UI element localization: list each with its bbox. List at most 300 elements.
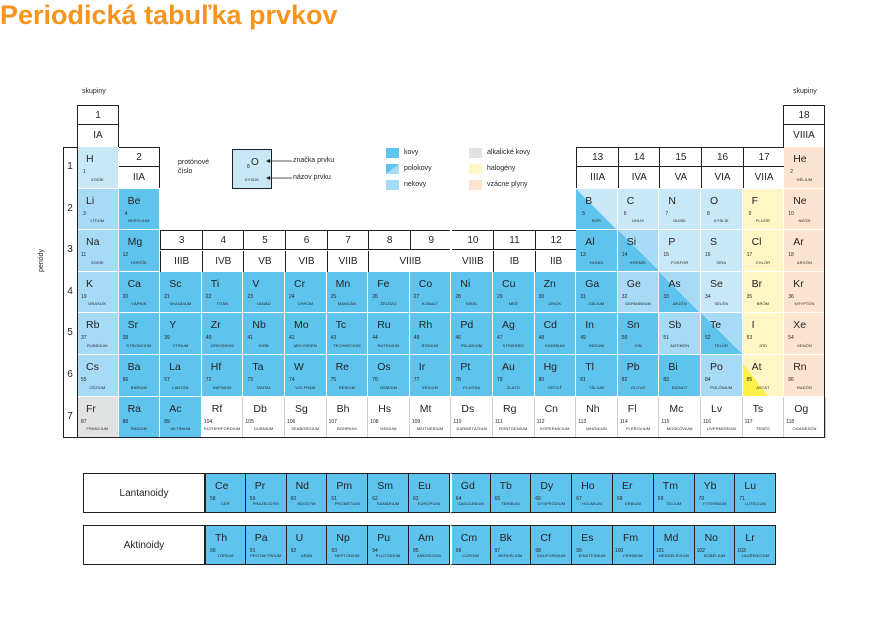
element-cr xyxy=(285,272,327,314)
element-name: URÁN xyxy=(300,553,313,558)
element-symbol: Xe xyxy=(793,319,807,332)
lanthanoid-gd xyxy=(450,473,491,513)
element-he xyxy=(784,147,826,189)
element-o xyxy=(701,189,743,231)
element-name: TENÉS xyxy=(755,426,770,432)
element-og xyxy=(784,397,826,439)
element-name: NEODÝM xyxy=(297,501,316,506)
element-number: 4 xyxy=(124,210,128,217)
element-number: 115 xyxy=(661,418,670,425)
element-symbol: Pu xyxy=(377,532,391,544)
element-ds xyxy=(451,397,493,439)
element-symbol: B xyxy=(585,194,593,207)
element-symbol: Ts xyxy=(752,402,764,415)
element-name: LIVERMÓRIUM xyxy=(706,426,736,432)
lanthanoid-yb xyxy=(695,473,736,513)
element-number: 100 xyxy=(615,548,624,554)
actinoid-bk xyxy=(491,525,532,565)
element-number: 114 xyxy=(619,418,628,425)
actinoid-u xyxy=(287,525,328,565)
element-name: EINSTEINIUM xyxy=(578,553,606,558)
element-symbol: Fm xyxy=(623,532,639,544)
element-name: ŽELEZO xyxy=(380,301,397,307)
element-number: 3 xyxy=(83,210,86,217)
element-hs xyxy=(368,397,410,439)
element-symbol: Mc xyxy=(669,402,684,415)
element-te xyxy=(701,313,743,355)
element-number: 56 xyxy=(122,377,129,383)
element-name: RUBÍDIUM xyxy=(87,342,108,348)
element-ag xyxy=(493,313,535,355)
element-number: 69 xyxy=(657,496,664,502)
legend-label-metal: kovy xyxy=(404,149,419,156)
group-1-number: 1 xyxy=(77,105,119,125)
element-number: 74 xyxy=(289,377,295,383)
element-symbol: Pt xyxy=(460,361,471,373)
element-rg xyxy=(493,397,535,439)
element-number: 36 xyxy=(788,293,794,300)
element-co xyxy=(410,272,452,314)
element-symbol: Dy xyxy=(540,480,554,492)
element-number: 25 xyxy=(330,293,337,300)
group-5-number: 5 xyxy=(243,230,285,250)
element-symbol: Er xyxy=(622,480,633,492)
element-be xyxy=(119,189,161,231)
actinoid-cf xyxy=(531,525,572,565)
element-name: HAFNIUM xyxy=(212,384,232,390)
element-number: 8 xyxy=(707,210,710,217)
element-number: 66 xyxy=(535,496,541,502)
element-name: SAMÁRIUM xyxy=(376,501,400,506)
element-name: MENDELÉVIUM xyxy=(658,553,689,558)
diagonal-split xyxy=(576,189,618,231)
element-name: KREMÍK xyxy=(630,259,647,265)
element-cl xyxy=(743,230,785,272)
group-15-roman: VA xyxy=(659,167,701,188)
element-rh xyxy=(410,313,452,355)
actinoid-th xyxy=(205,525,246,565)
element-number: 113 xyxy=(578,418,587,425)
element-ge xyxy=(618,272,660,314)
element-number: 44 xyxy=(372,335,378,342)
legend-label-noble: vzácne plyny xyxy=(487,181,528,188)
group-2-number: 2 xyxy=(118,147,160,167)
element-symbol: Yb xyxy=(703,480,717,492)
element-name: ZINOK xyxy=(548,301,562,307)
element-name: FLUÓR xyxy=(755,218,770,224)
element-number: 48 xyxy=(538,335,545,342)
element-number: 87 xyxy=(81,418,87,425)
groups-label-right: skupiny xyxy=(793,88,817,95)
element-name: HÁSIUM xyxy=(380,426,397,432)
element-name: CÍN xyxy=(634,342,642,348)
element-symbol: K xyxy=(86,277,94,290)
element-symbol: Lr xyxy=(745,532,755,544)
element-number: 28 xyxy=(455,293,461,300)
element-symbol: Ar xyxy=(793,236,804,249)
element-name: GERMÁNIUM xyxy=(625,301,651,307)
element-number: 13 xyxy=(580,252,586,259)
element-fe xyxy=(368,272,410,314)
element-name: CHLÓR xyxy=(755,259,771,265)
element-ca xyxy=(119,272,161,314)
element-number: 83 xyxy=(663,377,669,383)
element-symbol: As xyxy=(668,277,681,290)
element-name: AMERÍCIUM xyxy=(417,553,441,558)
actinoid-es xyxy=(572,525,613,565)
element-sc xyxy=(160,272,202,314)
element-at xyxy=(743,355,785,397)
element-name: POLÓNIUM xyxy=(710,384,733,390)
element-name: FRANCIUM xyxy=(86,426,109,432)
element-symbol: Pb xyxy=(626,361,640,373)
element-number: 92 xyxy=(290,548,297,554)
element-rb xyxy=(77,313,119,355)
element-os xyxy=(368,355,410,397)
element-number: 59 xyxy=(249,496,256,502)
element-symbol: Po xyxy=(710,361,723,373)
element-name: CÉZIUM xyxy=(89,384,106,390)
element-number: 24 xyxy=(289,293,295,300)
element-p xyxy=(659,230,701,272)
actinoid-np xyxy=(327,525,368,565)
group-4-number: 4 xyxy=(202,230,244,250)
element-symbol: Pd xyxy=(460,319,474,332)
element-bi xyxy=(659,355,701,397)
element-cs xyxy=(77,355,119,397)
legend-arrows xyxy=(266,155,296,185)
element-symbol: Co xyxy=(418,277,433,290)
legend-swatch-noble xyxy=(469,180,482,190)
element-sb xyxy=(659,313,701,355)
period-label-2: 2 xyxy=(67,202,73,214)
element-symbol: Ne xyxy=(793,194,807,207)
element-symbol: Rf xyxy=(211,402,223,415)
element-name: PROMÉTIUM xyxy=(334,501,360,506)
actinoid-am xyxy=(409,525,450,565)
element-ni xyxy=(451,272,493,314)
element-b xyxy=(576,189,618,231)
element-name: HLINÍK xyxy=(589,259,604,265)
element-ts xyxy=(743,397,785,439)
element-name: STRONCIUM xyxy=(126,342,152,348)
element-number: 57 xyxy=(164,377,170,383)
element-name: FLEROVIUM xyxy=(625,426,651,432)
element-name: ANTIMÓN xyxy=(670,342,690,348)
element-symbol: Kr xyxy=(793,277,804,290)
element-number: 102 xyxy=(696,548,705,554)
element-ac xyxy=(160,397,202,439)
element-symbol: Sr xyxy=(127,319,139,332)
element-symbol: Cn xyxy=(544,402,559,415)
element-fr xyxy=(77,397,119,439)
element-name: MANGÁN xyxy=(337,301,356,307)
element-symbol: Es xyxy=(581,532,594,544)
group-7-roman: VIIB xyxy=(327,251,369,272)
element-symbol: Ni xyxy=(460,277,471,290)
element-name: RÁDIUM xyxy=(130,426,148,432)
element-s xyxy=(701,230,743,272)
element-number: 95 xyxy=(413,548,419,554)
element-number: 55 xyxy=(81,377,87,383)
element-symbol: He xyxy=(793,153,807,165)
element-symbol: Nb xyxy=(252,319,266,332)
element-number: 40 xyxy=(205,335,212,342)
element-sn xyxy=(618,313,660,355)
group-11-roman: IB xyxy=(493,251,535,272)
element-v xyxy=(243,272,285,314)
lanthanoid-tm xyxy=(654,473,695,513)
element-name: TELÚR xyxy=(714,342,729,348)
element-symbol: Lu xyxy=(744,480,757,492)
element-name: FERMIUM xyxy=(623,553,643,558)
element-number: 78 xyxy=(455,377,461,383)
element-number: 61 xyxy=(331,496,337,502)
element-name: PRAZEODÝM xyxy=(252,501,279,506)
element-pt xyxy=(451,355,493,397)
actinoid-lr xyxy=(735,525,776,565)
element-name: TÁLIUM xyxy=(588,384,605,390)
element-name: PALÁDIUM xyxy=(461,342,483,348)
element-name: TÚLIUM xyxy=(665,501,682,506)
element-symbol: Pr xyxy=(254,480,266,492)
element-name: NEÓN xyxy=(798,218,811,224)
element-name: LUTÉCIUM xyxy=(744,501,766,506)
element-name: MOSKÓVIUM xyxy=(666,426,693,432)
element-number: 31 xyxy=(580,293,586,300)
element-name: IRÍDIUM xyxy=(422,384,439,390)
period-label-3: 3 xyxy=(67,244,73,256)
element-name: UHLÍK xyxy=(631,218,645,224)
element-symbol: Sb xyxy=(668,319,682,332)
legend-swatch-nonmetal xyxy=(386,180,399,190)
element-number: 7 xyxy=(665,210,669,217)
element-name: PLUTÓNIUM xyxy=(375,553,401,558)
element-symbol: Li xyxy=(86,194,95,207)
element-name: OSMIUM xyxy=(379,384,397,390)
element-au xyxy=(493,355,535,397)
lanthanoid-pr xyxy=(246,473,287,513)
element-number: 82 xyxy=(621,377,628,383)
element-name: CÉR xyxy=(221,501,230,506)
element-symbol: Nh xyxy=(586,402,600,415)
element-zn xyxy=(535,272,577,314)
element-number: 105 xyxy=(245,418,254,425)
element-symbol: Si xyxy=(626,236,637,249)
legend-label-metalloid: polokovy xyxy=(404,165,432,172)
element-number: 85 xyxy=(746,377,753,383)
element-symbol: Se xyxy=(710,277,723,290)
element-zr xyxy=(202,313,244,355)
element-name: MEĎ xyxy=(508,301,518,307)
element-name: KRYPTÓN xyxy=(794,301,815,307)
element-symbol: Ru xyxy=(377,319,391,332)
group-4-roman: IVB xyxy=(202,251,244,272)
element-name: BERKÉLIUM xyxy=(498,553,523,558)
element-name: KOBALT xyxy=(422,301,439,307)
element-number: 2 xyxy=(790,169,793,175)
lanthanoid-lu xyxy=(735,473,776,513)
element-symbol: Tm xyxy=(662,480,678,492)
element-name: ASTÁT xyxy=(756,384,770,390)
element-name: STRIEBRO xyxy=(502,342,524,348)
element-symbol: Fr xyxy=(86,402,96,415)
element-name: DARMSTÁTIUM xyxy=(456,426,487,432)
element-number: 30 xyxy=(538,293,545,300)
element-number: 63 xyxy=(413,496,419,502)
element-number: 104 xyxy=(203,418,213,425)
page-title: Periodická tabuľka prvkov xyxy=(0,0,338,30)
element-name: HORČÍK xyxy=(130,259,147,265)
element-symbol: Mo xyxy=(294,319,309,332)
element-number: 72 xyxy=(205,377,212,383)
element-name: RÓDIUM xyxy=(421,342,439,348)
legend-swatch-metal xyxy=(386,148,399,158)
element-number: 10 xyxy=(788,210,794,217)
element-symbol: Th xyxy=(215,532,228,544)
element-number: 54 xyxy=(788,335,794,342)
group-7-number: 7 xyxy=(327,230,369,250)
element-number: 64 xyxy=(455,496,462,502)
element-symbol: Ca xyxy=(127,277,142,290)
element-ti xyxy=(202,272,244,314)
lanthanoid-sm xyxy=(368,473,409,513)
element-hf xyxy=(202,355,244,397)
element-name: LÍTIUM xyxy=(90,218,105,224)
element-mt xyxy=(410,397,452,439)
element-name: SEABORGIUM xyxy=(291,426,320,432)
element-ne xyxy=(784,189,826,231)
element-symbol: P xyxy=(668,236,676,249)
lanthanoid-er xyxy=(613,473,654,513)
element-bh xyxy=(327,397,369,439)
element-number: 41 xyxy=(247,335,253,342)
group-17-number: 17 xyxy=(743,147,785,167)
element-symbol: Og xyxy=(794,402,809,415)
element-number: 62 xyxy=(372,496,378,502)
element-symbol: Pa xyxy=(254,532,268,544)
element-name: KYSLÍK xyxy=(713,218,729,224)
element-symbol: Ce xyxy=(215,480,229,492)
symbol-label: značka prvku xyxy=(293,157,335,164)
period-label-4: 4 xyxy=(67,285,73,297)
element-y xyxy=(160,313,202,355)
element-symbol: V xyxy=(252,277,260,290)
element-name: BOHRIUM xyxy=(337,426,357,432)
element-nh xyxy=(576,397,618,439)
element-name: BRÓM xyxy=(756,301,770,307)
element-number: 68 xyxy=(617,496,623,502)
element-number: 117 xyxy=(744,418,753,425)
element-symbol: Bi xyxy=(668,361,678,373)
element-number: 9 xyxy=(748,210,752,217)
group-9-number: 9 xyxy=(410,230,452,250)
element-symbol: Y xyxy=(169,319,177,332)
element-name: KOPERNÍCIUM xyxy=(540,426,570,432)
element-number: 118 xyxy=(786,418,795,425)
element-symbol: Cs xyxy=(86,361,99,373)
element-number: 109 xyxy=(411,418,421,425)
element-mn xyxy=(327,272,369,314)
element-name: PLATINA xyxy=(463,384,481,390)
element-name: HOLMIUM xyxy=(582,501,602,506)
element-number: 53 xyxy=(746,335,753,342)
element-symbol: Ra xyxy=(127,402,142,415)
element-name: CÚRIUM xyxy=(462,553,479,558)
element-symbol: Tc xyxy=(335,319,347,332)
element-number: 47 xyxy=(497,335,503,342)
element-symbol: Db xyxy=(253,402,267,415)
legend-label-nonmetal: nekovy xyxy=(404,181,427,188)
element-pd xyxy=(451,313,493,355)
group-1-roman: IA xyxy=(77,125,119,147)
periods-label: periódy xyxy=(38,249,45,272)
period-label-7: 7 xyxy=(67,410,73,422)
element-na xyxy=(77,230,119,272)
element-symbol: Ta xyxy=(252,361,264,373)
actinoid-md xyxy=(654,525,695,565)
element-number: 39 xyxy=(164,335,170,342)
element-name: RÖNTGENIUM xyxy=(499,426,528,432)
element-name: TÓRIUM xyxy=(217,553,234,558)
legend-label-alkaline: alkalické kovy xyxy=(487,149,531,156)
element-name: CHRÓM xyxy=(297,301,314,307)
element-number: 50 xyxy=(621,335,628,342)
element-name: TITÁN xyxy=(216,301,229,307)
element-symbol: Cr xyxy=(294,277,306,290)
element-name: RÉNIUM xyxy=(338,384,356,390)
element-number: 94 xyxy=(372,548,378,554)
element-symbol: Cf xyxy=(540,532,551,544)
element-symbol: Be xyxy=(127,194,141,207)
element-number: 79 xyxy=(497,377,503,383)
element-db xyxy=(243,397,285,439)
element-symbol: Sc xyxy=(169,277,182,290)
element-n xyxy=(659,189,701,231)
group-2-roman: IIA xyxy=(118,167,160,188)
element-name: JÓD xyxy=(758,342,768,348)
element-number: 29 xyxy=(497,293,503,300)
element-number: 42 xyxy=(289,335,295,342)
period-label-5: 5 xyxy=(67,327,73,339)
element-number: 32 xyxy=(621,293,628,300)
element-symbol: Ge xyxy=(626,277,641,290)
lanthanoid-pm xyxy=(327,473,368,513)
element-name: INDIUM xyxy=(589,342,604,348)
element-tl xyxy=(576,355,618,397)
element-symbol: Hg xyxy=(543,361,558,373)
element-number: 27 xyxy=(413,293,420,300)
element-symbol: Cl xyxy=(751,236,762,249)
lanthanoid-ce xyxy=(205,473,246,513)
group-11-number: 11 xyxy=(493,230,535,250)
element-name: YTTERBIUM xyxy=(702,501,727,506)
element-name: LAURENCIUM xyxy=(741,553,770,558)
element-name: ARGÓN xyxy=(796,259,813,265)
element-number: 6 xyxy=(623,210,627,217)
element-name: BIZMUT xyxy=(671,384,688,390)
element-symbol: At xyxy=(751,361,762,373)
legend-swatch-alkaline xyxy=(469,148,482,158)
group-17-roman: VIIA xyxy=(743,167,785,188)
group-14-roman: IVA xyxy=(618,167,660,188)
element-symbol: Ba xyxy=(127,361,141,373)
group-13-number: 13 xyxy=(576,147,618,167)
element-name: TANTAL xyxy=(256,384,272,390)
element-symbol: Zr xyxy=(210,319,221,332)
element-name: TERBIUM xyxy=(501,501,520,506)
element-number: 73 xyxy=(247,377,253,383)
